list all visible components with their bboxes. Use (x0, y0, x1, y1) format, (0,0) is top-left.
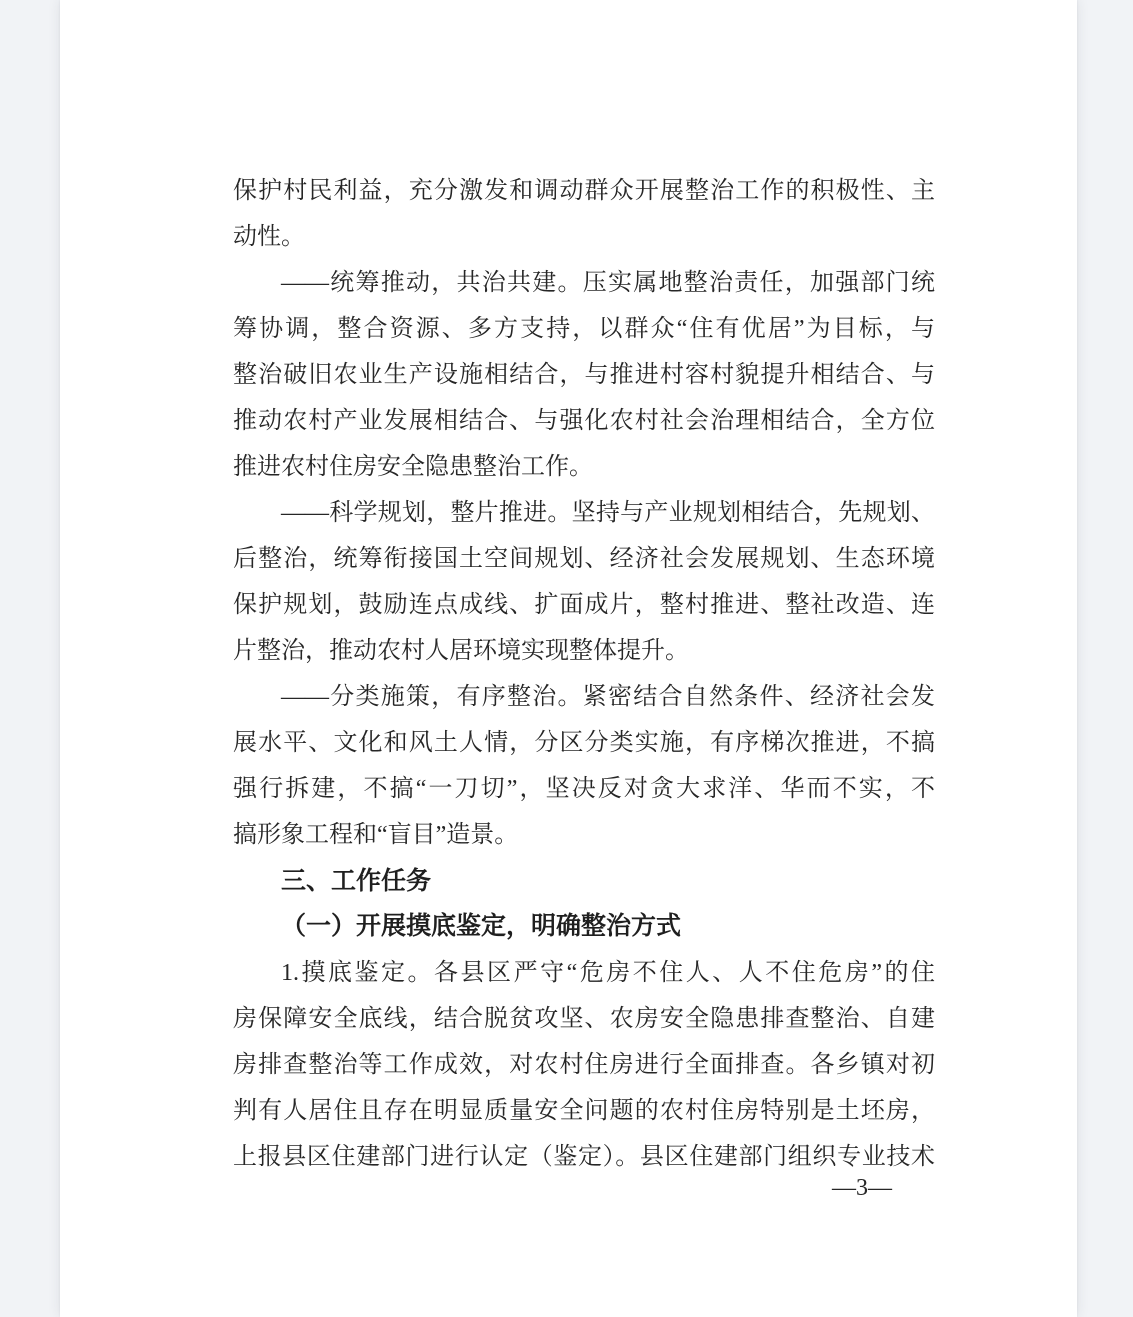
text-line: 展水平、文化和风土人情，分区分类实施，有序梯次推进，不搞 (233, 730, 935, 756)
text-line: ——科学规划，整片推进。坚持与产业规划相结合，先规划、 (281, 500, 935, 526)
text-line: 动性。 (233, 224, 305, 250)
text-line: 保护规划，鼓励连点成线、扩面成片，整村推进、整社改造、连 (233, 592, 935, 618)
text-line: ——分类施策，有序整治。紧密结合自然条件、经济社会发 (281, 684, 935, 710)
text-line: 整治破旧农业生产设施相结合，与推进村容村貌提升相结合、与 (233, 362, 935, 388)
text-line: 上报县区住建部门进行认定（鉴定）。县区住建部门组织专业技术 (233, 1144, 935, 1170)
text-line: ——统筹推动，共治共建。压实属地整治责任，加强部门统 (281, 270, 935, 296)
text-line: 强行拆建，不搞“一刀切”，坚决反对贪大求洋、华而不实，不 (233, 776, 935, 802)
text-line: 房排查整治等工作成效，对农村住房进行全面排查。各乡镇对初 (233, 1052, 935, 1078)
document-page (60, 0, 1077, 1317)
text-line: 判有人居住且存在明显质量安全问题的农村住房特别是土坯房， (233, 1098, 935, 1124)
text-line: 片整治，推动农村人居环境实现整体提升。 (233, 638, 689, 664)
document-content (233, 168, 935, 1180)
sub-heading: （一）开展摸底鉴定，明确整治方式 (281, 913, 682, 940)
text-line: 筹协调，整合资源、多方支持，以群众“住有优居”为目标，与 (233, 316, 935, 342)
text-line: 推进农村住房安全隐患整治工作。 (233, 454, 593, 480)
text-line: 搞形象工程和“盲目”造景。 (233, 822, 519, 848)
text-line: 后整治，统筹衔接国土空间规划、经济社会发展规划、生态环境 (233, 546, 935, 572)
page-number: —3— (832, 1175, 892, 1201)
text-line: 房保障安全底线，结合脱贫攻坚、农房安全隐患排查整治、自建 (233, 1006, 935, 1032)
text-line: 保护村民利益，充分激发和调动群众开展整治工作的积极性、主 (233, 178, 935, 204)
text-line: 推动农村产业发展相结合、与强化农村社会治理相结合，全方位 (233, 408, 935, 434)
section-heading: 三、工作任务 (281, 867, 432, 895)
text-line: 1.摸底鉴定。各县区严守“危房不住人、人不住危房”的住 (281, 960, 935, 986)
